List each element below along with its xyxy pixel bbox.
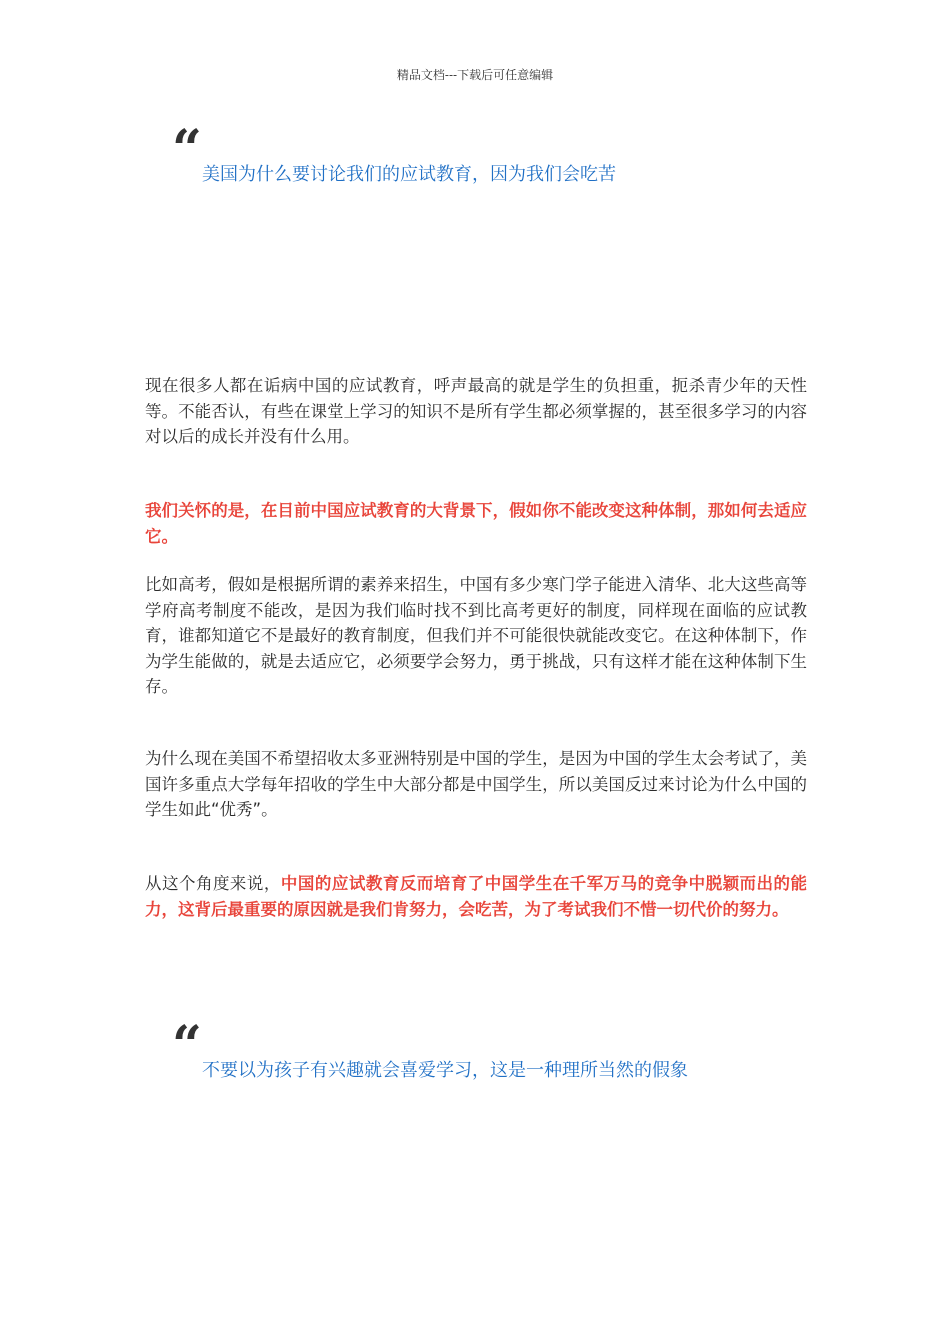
paragraph-5 (145, 871, 807, 922)
paragraph-4: 为什么现在美国不希望招收太多亚洲特别是中国的学生，是因为中国的学生太会考试了，美国许多重点大学每年招收的学生中大部分都是中国学生，所以美国反过来讨论为什么中国的学生如此“优秀”。 (145, 749, 807, 819)
paragraph-5-emphasis: 中国的应试教育反而培育了中国学生在千军万马的竞争中脱颖而出的能力，这背后最重要的原因就是我们肯努力，会吃苦，为了考试我们不惜一切代价的努力。 (145, 874, 808, 919)
quote-mark-icon: “ (172, 1015, 198, 1076)
pull-quote-text: 不要以为孩子有兴趣就会喜爱学习，这是一种理所当然的假象 (202, 1060, 688, 1081)
pull-quote-2 (172, 1015, 812, 1084)
quote-mark-icon: “ (172, 119, 198, 180)
page-header: 精品文档---下载后可任意编辑 (396, 68, 554, 82)
paragraph-5-lead: 从这个角度来说， (145, 874, 281, 893)
pull-quote-1 (172, 119, 812, 188)
paragraph-3: 比如高考，假如是根据所谓的素养来招生，中国有多少寒门学子能进入清华、北大这些高等学府高考制度不能改，是因为我们临时找不到比高考更好的制度，同样现在面临的应试教育，谁都知道它不是最好的教育制度，但我们并不可能很快就能改变它。在这种体制下，作为学生能做的，就是去适应它，必须要学会努力，勇于挑战，只有这样才能在这种体制下生存。 (145, 575, 807, 696)
paragraph-2-emphasis: 我们关怀的是，在目前中国应试教育的大背景下，假如你不能改变这种体制，那如何去适应它。 (145, 501, 807, 546)
pull-quote-text: 美国为什么要讨论我们的应试教育，因为我们会吃苦 (202, 164, 616, 185)
paragraph-1: 现在很多人都在诟病中国的应试教育，呼声最高的就是学生的负担重，扼杀青少年的天性等。不能否认，有些在课堂上学习的知识不是所有学生都必须掌握的，甚至很多学习的内容对以后的成长并没有什么用。 (145, 376, 807, 446)
